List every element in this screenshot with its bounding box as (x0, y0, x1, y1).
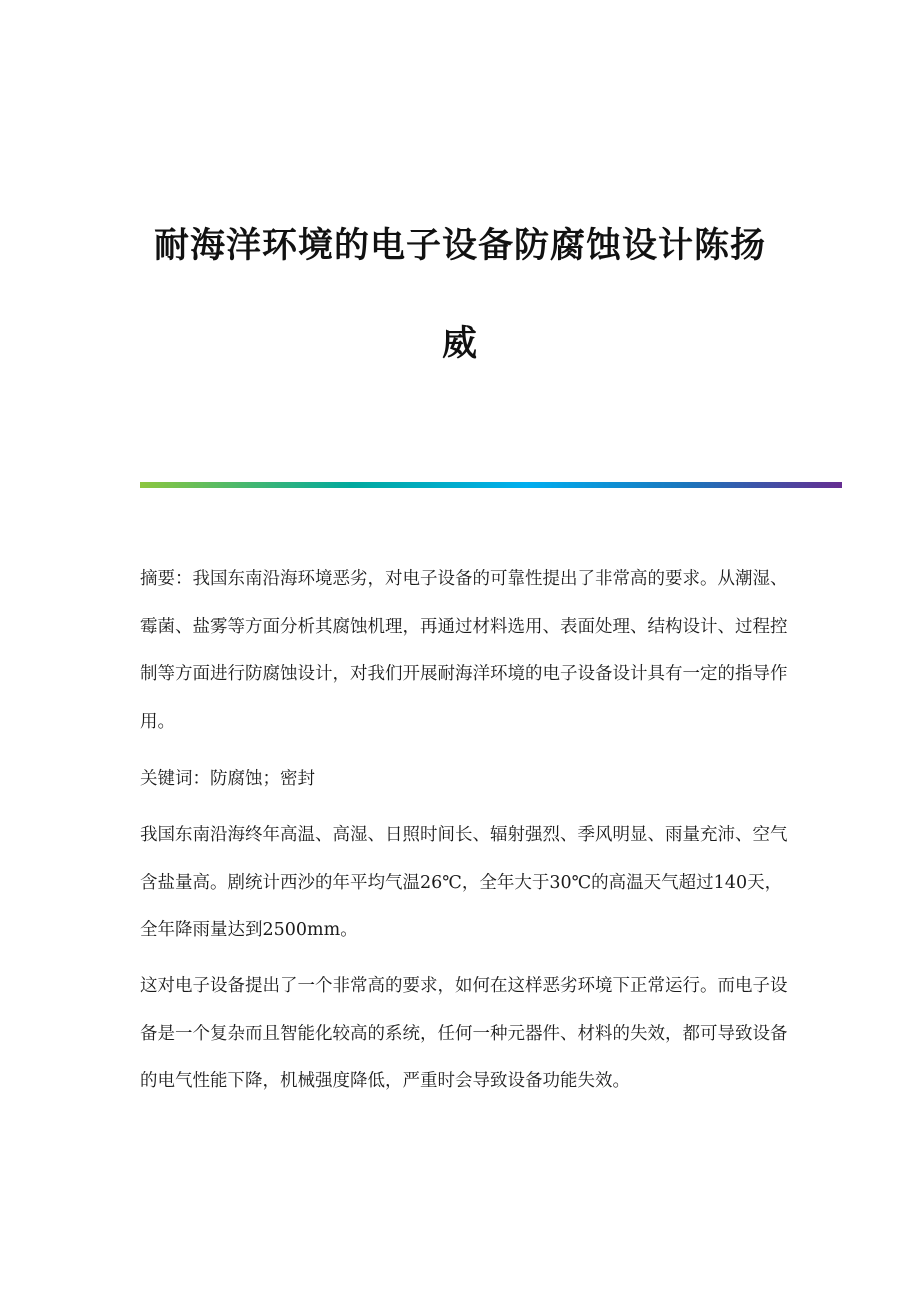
title-divider (140, 482, 842, 488)
keywords-line: 关键词：防腐蚀；密封 (140, 769, 315, 789)
body-paragraph: 我国东南沿海终年高温、高湿、日照时间长、辐射强烈、季风明显、雨量充沛、空气含盐量高。剧统计西沙的年平均气温26℃，全年大于30℃的高温天气超过140天，全年降雨量达到2500mm。 (140, 825, 788, 940)
body-paragraph: 这对电子设备提出了一个非常高的要求，如何在这样恶劣环境下正常运行。而电子设备是一个复杂而且智能化较高的系统，任何一种元器件、材料的失效，都可导致设备的电气性能下降，机械强度降低，严重时会导致设备功能失效。 (140, 976, 788, 1091)
abstract-paragraph: 摘要：我国东南沿海环境恶劣，对电子设备的可靠性提出了非常高的要求。从潮湿、霉菌、盐雾等方面分析其腐蚀机理，再通过材料选用、表面处理、结构设计、过程控制等方面进行防腐蚀设计，对我们开展耐海洋环境的电子设备设计具有一定的指导作用。 (140, 569, 788, 732)
document-title-line-1: 耐海洋环境的电子设备防腐蚀设计陈扬 (153, 226, 766, 266)
document-title-line-2: 威 (441, 324, 478, 364)
